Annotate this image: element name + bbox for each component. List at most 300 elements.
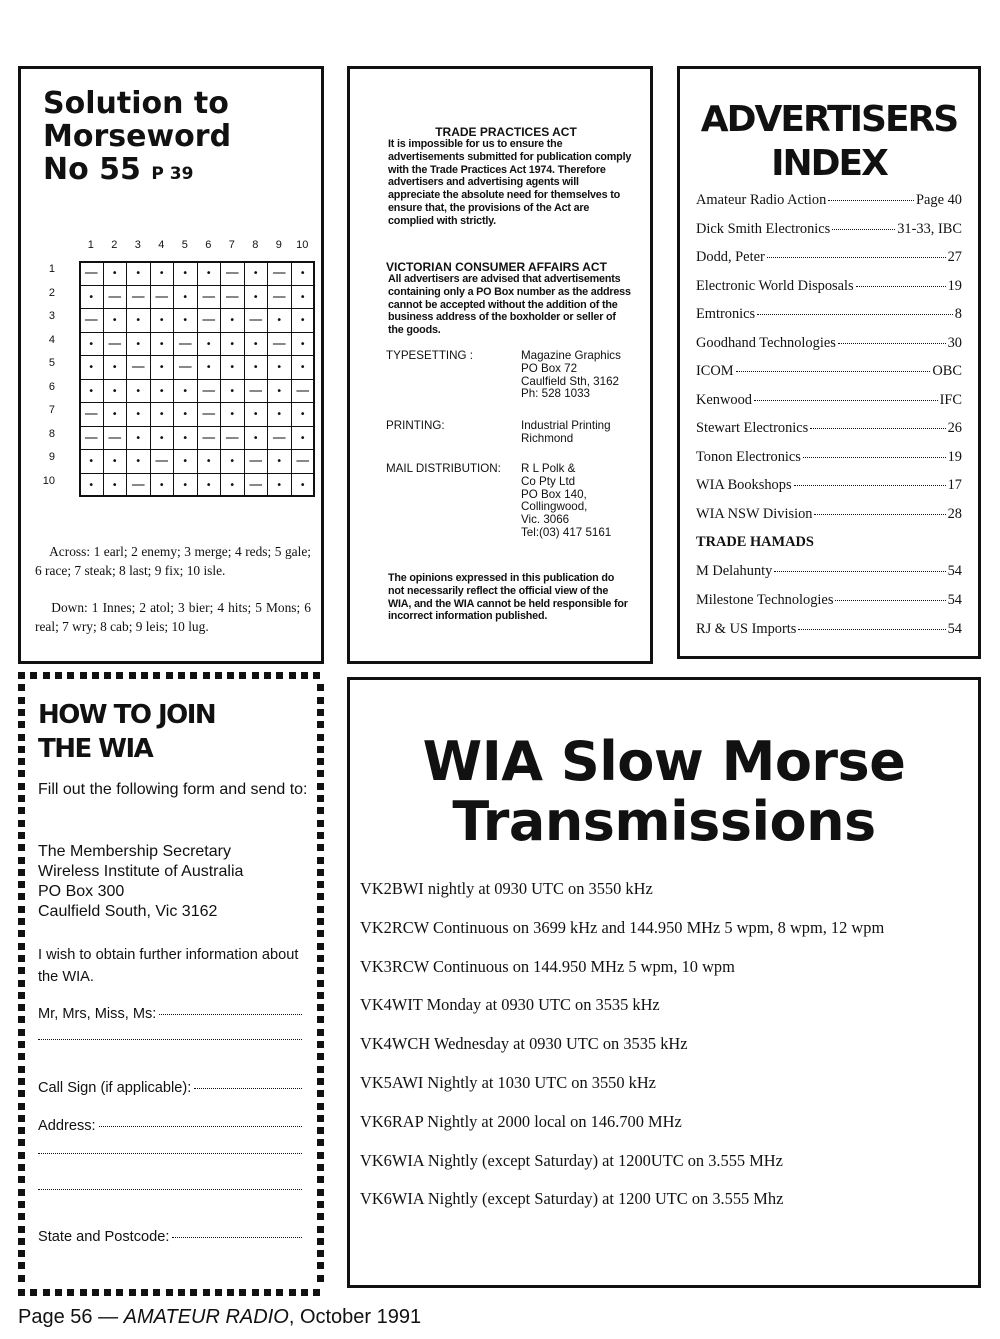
border-square bbox=[80, 672, 87, 679]
consumer-affairs-heading: VICTORIAN CONSUMER AFFAIRS ACT bbox=[386, 260, 607, 274]
border-square bbox=[317, 1016, 324, 1023]
advertisers-index-box bbox=[677, 66, 981, 659]
slow-morse-item: VK6WIA Nightly (except Saturday) at 1200 UTC on 3.555 Mhz bbox=[360, 1189, 784, 1209]
border-square bbox=[276, 1289, 283, 1296]
border-square bbox=[18, 709, 25, 716]
border-square bbox=[276, 672, 283, 679]
grid-cell: • bbox=[197, 332, 222, 357]
grid-cell: — bbox=[267, 332, 292, 357]
grid-cell: • bbox=[173, 285, 198, 310]
grid-column-number: 7 bbox=[228, 239, 235, 251]
name-field[interactable] bbox=[38, 1006, 302, 1022]
border-square bbox=[18, 930, 25, 937]
border-square bbox=[18, 1016, 25, 1023]
advertiser-page: 26 bbox=[947, 420, 962, 436]
grid-cell: • bbox=[197, 261, 222, 286]
border-square bbox=[18, 820, 25, 827]
border-square bbox=[313, 672, 320, 679]
border-square bbox=[317, 844, 324, 851]
border-square bbox=[18, 992, 25, 999]
name-field-label: Mr, Mrs, Miss, Ms: bbox=[38, 1006, 157, 1022]
advertiser-name: Electronic World Disposals bbox=[696, 277, 854, 294]
border-square bbox=[18, 906, 25, 913]
border-square bbox=[18, 1238, 25, 1245]
border-square bbox=[18, 672, 25, 679]
border-square bbox=[129, 1289, 136, 1296]
grid-cell: — bbox=[267, 261, 292, 286]
address-field[interactable] bbox=[38, 1118, 302, 1134]
advertiser-name: WIA NSW Division bbox=[696, 505, 813, 522]
border-square bbox=[317, 1152, 324, 1159]
across-text: Across: 1 earl; 2 enemy; 3 merge; 4 reds; 5 gale; 6 race; 7 steak; 8 last; 9 fix; 10 isle. bbox=[35, 544, 311, 578]
border-square bbox=[227, 1289, 234, 1296]
border-square bbox=[301, 1289, 308, 1296]
grid-cell: • bbox=[267, 402, 292, 427]
grid-cell: • bbox=[291, 426, 316, 451]
advertiser-row bbox=[696, 420, 962, 437]
border-square bbox=[18, 1078, 25, 1085]
dot-leader bbox=[774, 571, 945, 572]
border-square bbox=[317, 1176, 324, 1183]
slow-morse-item: VK2RCW Continuous on 3699 kHz and 144.950 MHz 5 wpm, 8 wpm, 12 wpm bbox=[360, 917, 885, 937]
grid-cell: — bbox=[267, 426, 292, 451]
grid-column-number: 3 bbox=[134, 239, 141, 251]
grid-cell: • bbox=[103, 355, 128, 380]
grid-cell: • bbox=[267, 473, 292, 498]
grid-cell: • bbox=[150, 379, 175, 404]
grid-cell: • bbox=[79, 379, 104, 404]
border-square bbox=[55, 672, 62, 679]
grid-cell: • bbox=[79, 355, 104, 380]
grid-cell: — bbox=[79, 308, 104, 333]
border-square bbox=[203, 672, 210, 679]
dot-leader bbox=[798, 629, 945, 630]
border-square bbox=[18, 1164, 25, 1171]
join-intro: Fill out the following form and send to: bbox=[38, 781, 308, 798]
grid-cell: • bbox=[150, 261, 175, 286]
grid-cell: — bbox=[197, 379, 222, 404]
border-square bbox=[317, 1275, 324, 1282]
border-square bbox=[289, 1289, 296, 1296]
grid-cell: • bbox=[244, 355, 269, 380]
border-square bbox=[313, 1289, 320, 1296]
border-square bbox=[317, 832, 324, 839]
grid-cell: • bbox=[197, 449, 222, 474]
dot-leader bbox=[814, 514, 945, 515]
border-square bbox=[18, 980, 25, 987]
grid-cell: • bbox=[220, 332, 245, 357]
footer-magazine: AMATEUR RADIO bbox=[123, 1306, 289, 1328]
border-square bbox=[317, 684, 324, 691]
grid-cell: • bbox=[220, 449, 245, 474]
grid-column-number: 9 bbox=[275, 239, 282, 251]
how-to-join-box bbox=[18, 672, 324, 1296]
border-square bbox=[203, 1289, 210, 1296]
advertiser-row bbox=[696, 249, 962, 266]
advertiser-row bbox=[696, 621, 962, 638]
address-field-line3[interactable] bbox=[38, 1189, 302, 1190]
border-square bbox=[18, 869, 25, 876]
border-square bbox=[18, 1066, 25, 1073]
border-square bbox=[18, 1041, 25, 1048]
callsign-field[interactable] bbox=[38, 1080, 302, 1096]
state-postcode-field[interactable] bbox=[38, 1229, 302, 1245]
trade-practices-body: It is impossible for us to ensure the advertisements submitted for publication comply with the Trade Practices Act 1974. Therefore advertisers and advertising agents will appreciate the absolute need for themselves to ensure that, the provisions of the Act are complied with strictly. bbox=[388, 138, 632, 227]
border-square bbox=[317, 869, 324, 876]
border-square bbox=[92, 672, 99, 679]
grid-row-number: 6 bbox=[48, 380, 55, 393]
name-field-line2[interactable] bbox=[38, 1039, 302, 1040]
callsign-field-label: Call Sign (if applicable): bbox=[38, 1080, 192, 1096]
solution-page-ref: P 39 bbox=[151, 164, 194, 184]
border-square bbox=[317, 783, 324, 790]
grid-cell: • bbox=[103, 449, 128, 474]
advertiser-name: Tonon Electronics bbox=[696, 448, 801, 465]
border-square bbox=[18, 1053, 25, 1060]
grid-column-number: 10 bbox=[296, 239, 309, 251]
border-square bbox=[18, 783, 25, 790]
grid-cell: • bbox=[150, 426, 175, 451]
border-square bbox=[317, 1189, 324, 1196]
grid-cell: — bbox=[244, 379, 269, 404]
slow-morse-item: VK4WCH Wednesday at 0930 UTC on 3535 kHz bbox=[360, 1034, 688, 1054]
grid-cell: • bbox=[197, 473, 222, 498]
border-square bbox=[317, 930, 324, 937]
advertiser-name: Amateur Radio Action bbox=[696, 192, 827, 208]
border-square bbox=[317, 943, 324, 950]
grid-cell: • bbox=[291, 402, 316, 427]
border-square bbox=[153, 1289, 160, 1296]
advertiser-row bbox=[696, 449, 962, 466]
grid-cell: • bbox=[173, 473, 198, 498]
grid-cell: — bbox=[173, 332, 198, 357]
advertiser-name: RJ & US Imports bbox=[696, 621, 797, 637]
border-square bbox=[80, 1289, 87, 1296]
border-square bbox=[317, 1103, 324, 1110]
advertiser-name: Stewart Electronics bbox=[696, 420, 809, 436]
typesetting-value: Magazine Graphics PO Box 72 Caulfield Sth, 3162 Ph: 528 1033 bbox=[521, 349, 621, 401]
advertiser-page: 54 bbox=[947, 621, 962, 637]
border-square bbox=[18, 967, 25, 974]
border-square bbox=[317, 1041, 324, 1048]
grid-row-number: 8 bbox=[48, 427, 55, 440]
name-field-line[interactable] bbox=[159, 1014, 302, 1015]
join-title-line1: HOW TO JOIN bbox=[38, 700, 216, 730]
advertiser-page: 31-33, IBC bbox=[897, 220, 962, 237]
border-square bbox=[18, 684, 25, 691]
grid-cell: • bbox=[150, 473, 175, 498]
grid-cell: • bbox=[173, 308, 198, 333]
disclaimer: The opinions expressed in this publication do not necessarily reflect the official view of the WIA, and the WIA cannot be held responsible for incorrect information published. bbox=[388, 572, 628, 623]
grid-cell: — bbox=[103, 332, 128, 357]
advertiser-page: 19 bbox=[947, 448, 962, 465]
border-square bbox=[190, 672, 197, 679]
grid-cell: • bbox=[79, 332, 104, 357]
border-square bbox=[317, 906, 324, 913]
border-square bbox=[317, 1078, 324, 1085]
footer-page: Page 56 — bbox=[18, 1306, 124, 1328]
down-text: Down: 1 Innes; 2 atol; 3 bier; 4 hits; 5 Mons; 6 real; 7 wry; 8 cab; 9 leis; 10 lug. bbox=[35, 600, 312, 634]
border-square bbox=[18, 881, 25, 888]
grid-column-number: 4 bbox=[158, 239, 165, 251]
slow-morse-item: VK4WIT Monday at 0930 UTC on 3535 kHz bbox=[360, 995, 660, 1015]
grid-cell: • bbox=[267, 355, 292, 380]
grid-cell: — bbox=[103, 285, 128, 310]
grid-cell: — bbox=[150, 285, 175, 310]
slow-morse-item: VK2BWI nightly at 0930 UTC on 3550 kHz bbox=[360, 879, 653, 898]
border-square bbox=[18, 1139, 25, 1146]
grid-cell: — bbox=[291, 379, 316, 404]
border-square bbox=[18, 1201, 25, 1208]
grid-cell: — bbox=[79, 261, 104, 286]
advertiser-row bbox=[696, 306, 962, 323]
grid-cell: • bbox=[173, 379, 198, 404]
border-square bbox=[317, 1226, 324, 1233]
name-field-continued[interactable] bbox=[38, 1042, 302, 1043]
across-clues bbox=[35, 543, 311, 580]
dot-leader bbox=[838, 343, 946, 344]
advertiser-page: 30 bbox=[947, 334, 962, 351]
grid-cell: • bbox=[220, 308, 245, 333]
border-square bbox=[141, 672, 148, 679]
grid-row-number: 2 bbox=[48, 286, 55, 299]
advertiser-page: 19 bbox=[947, 277, 962, 294]
border-square bbox=[264, 1289, 271, 1296]
advertisers-title: ADVERTISERS bbox=[700, 99, 958, 140]
border-square bbox=[317, 1262, 324, 1269]
border-square bbox=[55, 1289, 62, 1296]
border-square bbox=[18, 1213, 25, 1220]
grid-cell: • bbox=[126, 402, 151, 427]
advertiser-name: Kenwood bbox=[696, 391, 752, 408]
border-square bbox=[18, 721, 25, 728]
border-square bbox=[18, 955, 25, 962]
grid-cell: — bbox=[79, 402, 104, 427]
border-square bbox=[18, 1275, 25, 1282]
grid-cell: — bbox=[220, 426, 245, 451]
grid-cell: • bbox=[173, 402, 198, 427]
dot-leader bbox=[736, 371, 931, 372]
grid-cell: • bbox=[173, 261, 198, 286]
index-title: INDEX bbox=[771, 143, 887, 184]
slow-morse-item: VK5AWI Nightly at 1030 UTC on 3550 kHz bbox=[360, 1073, 656, 1092]
advertiser-row bbox=[696, 506, 962, 523]
border-square bbox=[18, 697, 25, 704]
dot-leader bbox=[767, 257, 946, 258]
grid-row-number: 1 bbox=[48, 263, 55, 275]
state-postcode-line[interactable] bbox=[172, 1237, 302, 1238]
border-square bbox=[317, 881, 324, 888]
border-square bbox=[317, 1127, 324, 1134]
border-square bbox=[18, 893, 25, 900]
grid-row-number: 5 bbox=[48, 357, 55, 369]
address-field-line[interactable] bbox=[99, 1126, 302, 1127]
border-square bbox=[317, 1090, 324, 1097]
border-square bbox=[129, 672, 136, 679]
grid-column-number: 6 bbox=[205, 239, 212, 251]
border-square bbox=[317, 1004, 324, 1011]
border-square bbox=[116, 672, 123, 679]
border-square bbox=[18, 758, 25, 765]
slow-morse-title-line2: Transmissions bbox=[452, 790, 876, 853]
advertiser-page: 17 bbox=[947, 477, 962, 493]
border-square bbox=[317, 1201, 324, 1208]
border-square bbox=[239, 672, 246, 679]
border-square bbox=[317, 1053, 324, 1060]
border-square bbox=[317, 1139, 324, 1146]
border-square bbox=[18, 1103, 25, 1110]
address-field-line2[interactable] bbox=[38, 1153, 302, 1154]
grid-cell: • bbox=[267, 449, 292, 474]
grid-cell: — bbox=[197, 308, 222, 333]
grid-cell: • bbox=[244, 332, 269, 357]
border-square bbox=[252, 1289, 259, 1296]
grid-cell: • bbox=[103, 379, 128, 404]
border-square bbox=[18, 1189, 25, 1196]
grid-cell: • bbox=[267, 379, 292, 404]
border-square bbox=[18, 832, 25, 839]
grid-column-number: 8 bbox=[252, 239, 259, 251]
border-square bbox=[166, 672, 173, 679]
grid-cell: • bbox=[244, 402, 269, 427]
grid-cell: • bbox=[291, 261, 316, 286]
border-square bbox=[18, 1226, 25, 1233]
advertiser-page: 54 bbox=[947, 563, 962, 579]
border-square bbox=[43, 672, 50, 679]
grid-cell: • bbox=[220, 402, 245, 427]
border-square bbox=[18, 844, 25, 851]
border-square bbox=[317, 967, 324, 974]
dot-leader bbox=[794, 485, 946, 486]
border-square bbox=[190, 1289, 197, 1296]
join-title-line2: THE WIA bbox=[38, 734, 153, 764]
solution-title bbox=[43, 87, 231, 191]
advertiser-page: 28 bbox=[947, 505, 962, 522]
advertiser-row bbox=[696, 192, 962, 209]
advertiser-row bbox=[696, 392, 962, 409]
advertiser-page: Page 40 bbox=[916, 192, 962, 208]
border-square bbox=[317, 1115, 324, 1122]
grid-cell: • bbox=[79, 473, 104, 498]
grid-cell: • bbox=[103, 473, 128, 498]
advertiser-page: IFC bbox=[939, 391, 962, 408]
border-square bbox=[153, 672, 160, 679]
grid-cell: • bbox=[126, 308, 151, 333]
grid-cell: • bbox=[244, 426, 269, 451]
grid-row-number: 10 bbox=[42, 474, 55, 487]
border-square bbox=[317, 709, 324, 716]
grid-cell: • bbox=[150, 355, 175, 380]
dot-leader bbox=[856, 286, 946, 287]
grid-row-number: 4 bbox=[48, 333, 55, 346]
border-square bbox=[30, 1289, 37, 1296]
address-field-continued[interactable] bbox=[38, 1156, 302, 1157]
slow-morse-title-line1: WIA Slow Morse bbox=[422, 730, 906, 793]
grid-cell: • bbox=[291, 332, 316, 357]
border-square bbox=[252, 672, 259, 679]
grid-row-number: 9 bbox=[48, 451, 55, 463]
advertiser-row bbox=[696, 335, 962, 352]
advertiser-name: WIA Bookshops bbox=[696, 477, 792, 493]
border-square bbox=[317, 721, 324, 728]
border-square bbox=[215, 672, 222, 679]
slow-morse-box bbox=[347, 677, 981, 1288]
consumer-affairs-body: All advertisers are advised that advertisements containing only a PO Box number as the address cannot be accepted without the addition of the business address of the boxholder or seller of the goods. bbox=[388, 273, 631, 337]
border-square bbox=[178, 1289, 185, 1296]
border-square bbox=[215, 1289, 222, 1296]
morseword-grid bbox=[41, 239, 321, 504]
border-square bbox=[227, 672, 234, 679]
border-square bbox=[264, 672, 271, 679]
border-square bbox=[317, 746, 324, 753]
border-square bbox=[18, 795, 25, 802]
border-square bbox=[317, 795, 324, 802]
mail-label: MAIL DISTRIBUTION: bbox=[386, 462, 501, 475]
trade-practices-box bbox=[347, 66, 653, 664]
border-square bbox=[317, 955, 324, 962]
grid-cell: — bbox=[197, 402, 222, 427]
border-square bbox=[317, 807, 324, 814]
border-square bbox=[18, 1262, 25, 1269]
typesetting-label: TYPESETTING : bbox=[386, 349, 473, 362]
border-square bbox=[18, 770, 25, 777]
grid-cell: — bbox=[126, 473, 151, 498]
dot-leader bbox=[757, 314, 953, 315]
printing-value: Industrial Printing Richmond bbox=[521, 419, 611, 445]
border-square bbox=[317, 857, 324, 864]
grid-cell: • bbox=[291, 355, 316, 380]
callsign-field-line[interactable] bbox=[194, 1088, 302, 1089]
border-square bbox=[18, 1289, 25, 1296]
border-square bbox=[317, 992, 324, 999]
border-square bbox=[289, 672, 296, 679]
advertiser-name: Emtronics bbox=[696, 306, 756, 322]
grid-cell: — bbox=[220, 261, 245, 286]
slow-morse-item: VK6RAP Nightly at 2000 local on 146.700 MHz bbox=[360, 1111, 682, 1131]
border-square bbox=[67, 672, 74, 679]
border-square bbox=[317, 893, 324, 900]
grid-cell: — bbox=[126, 285, 151, 310]
grid-cell: — bbox=[244, 473, 269, 498]
border-square bbox=[317, 1250, 324, 1257]
border-square bbox=[166, 1289, 173, 1296]
down-clues bbox=[35, 599, 311, 636]
advertiser-page: OBC bbox=[932, 363, 962, 379]
grid-cell: — bbox=[197, 426, 222, 451]
grid-outer-border bbox=[79, 261, 315, 497]
address-field-continued-2[interactable] bbox=[38, 1192, 302, 1193]
advertiser-row bbox=[696, 363, 962, 380]
grid-cell: • bbox=[126, 261, 151, 286]
printing-label: PRINTING: bbox=[386, 419, 445, 432]
grid-cell: • bbox=[79, 449, 104, 474]
border-square bbox=[18, 1127, 25, 1134]
grid-cell: • bbox=[291, 308, 316, 333]
state-postcode-label: State and Postcode: bbox=[38, 1229, 170, 1245]
border-square bbox=[317, 1029, 324, 1036]
grid-cell: — bbox=[220, 285, 245, 310]
advertiser-row bbox=[696, 563, 962, 580]
border-square bbox=[317, 758, 324, 765]
advertiser-page: 27 bbox=[947, 249, 962, 265]
mail-value: R L Polk & Co Pty Ltd PO Box 140, Collingwood, Vic. 3066 Tel:(03) 417 5161 bbox=[521, 462, 612, 539]
grid-cell: — bbox=[267, 285, 292, 310]
grid-cell: — bbox=[79, 426, 104, 451]
advertiser-row bbox=[696, 592, 962, 609]
grid-cell: • bbox=[150, 308, 175, 333]
advertiser-name: Dodd, Peter bbox=[696, 249, 765, 265]
dot-leader bbox=[803, 457, 946, 458]
